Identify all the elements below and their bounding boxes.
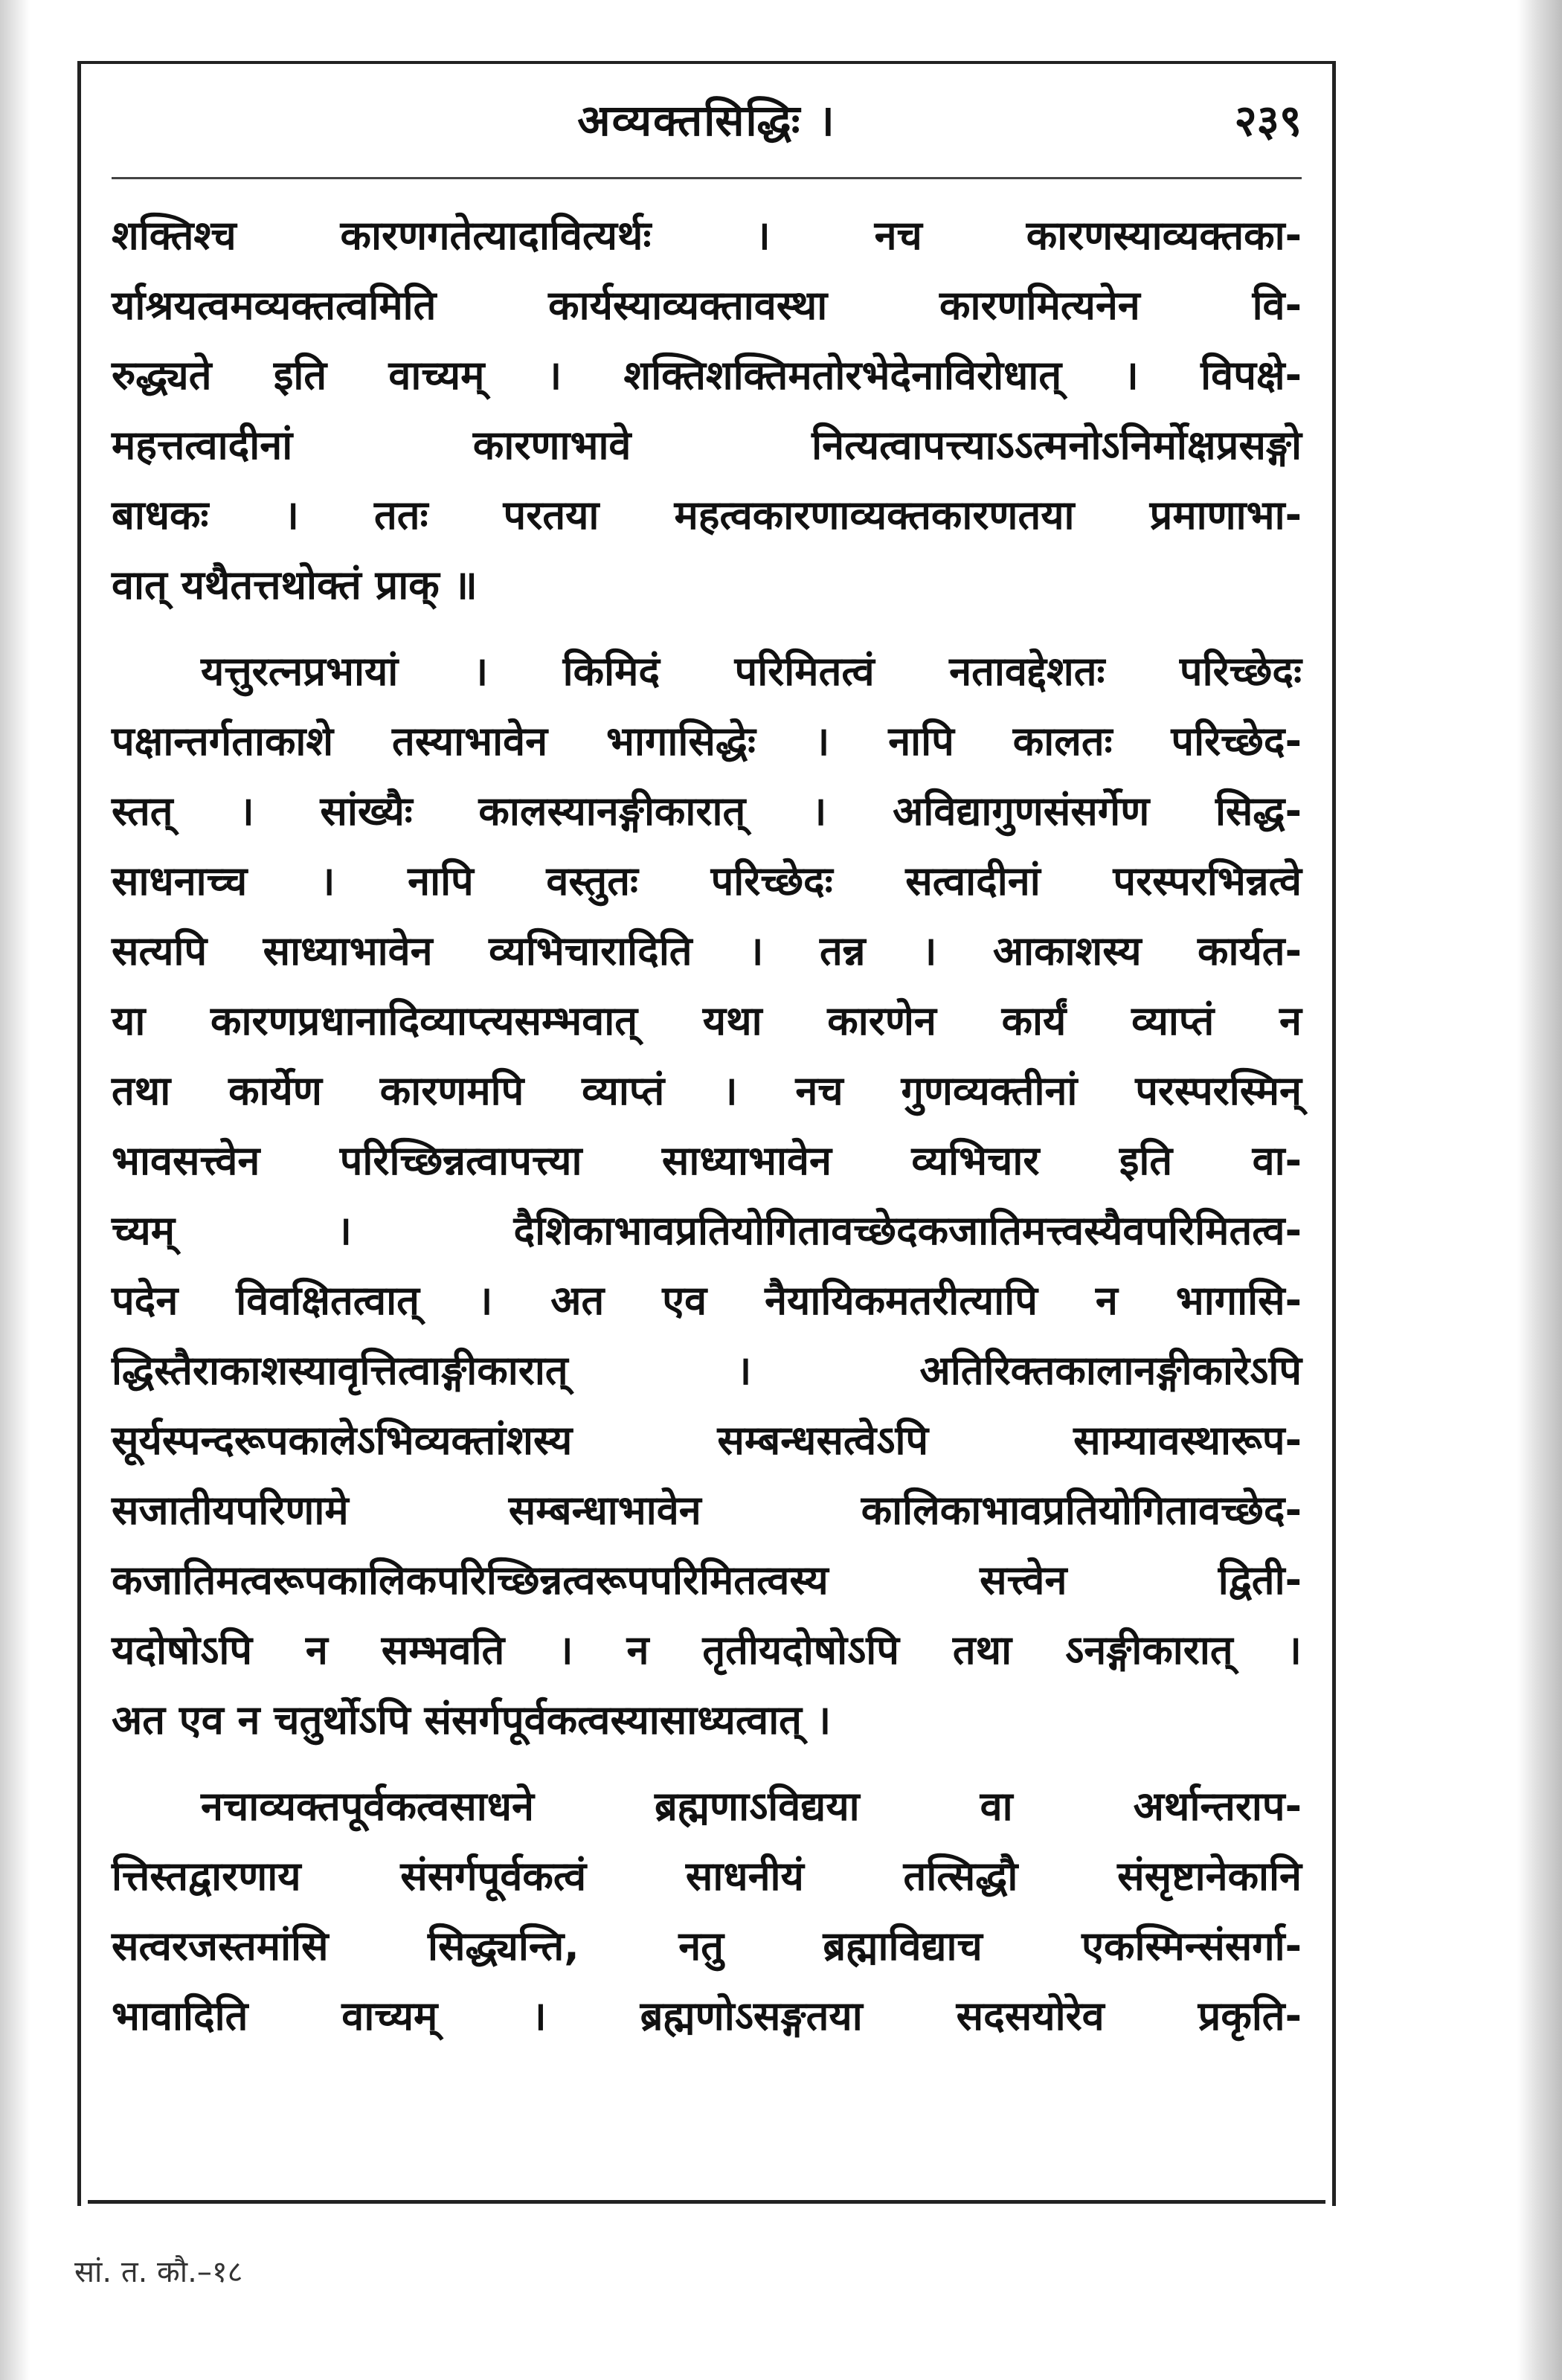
body-text: [112, 201, 1302, 2051]
text-line: शक्तिश्च कारणगतेत्यादावित्यर्थः । नच कारणस्याव्यक्तका-: [112, 212, 1302, 259]
bottom-rule: [88, 2200, 1325, 2204]
text-line: महत्तत्वादीनां कारणाभावे नित्यत्वापत्त्याऽऽत्मनोऽनिर्मोक्षप्रसङ्गो: [112, 422, 1302, 469]
text-line: सत्वरजस्तमांसि सिद्ध्यन्ति, नतु ब्रह्माविद्याच एकस्मिन्संसर्गा-: [112, 1923, 1302, 1969]
text-line: भावसत्त्वेन परिच्छिन्नत्वापत्त्या साध्याभावेन व्यभिचार इति वा-: [112, 1137, 1302, 1184]
text-line: वात् यथैतत्तथोक्तं प्राक् ॥: [112, 562, 478, 608]
text-line: साधनाच्च । नापि वस्तुतः परिच्छेदः सत्वादीनां परस्परभिन्नत्वे: [112, 858, 1302, 904]
running-title: अव्यक्तसिद्धिः ।: [577, 95, 836, 146]
text-line: स्तत् । सांख्यैः कालस्यानङ्गीकारात् । अविद्यागुणसंसर्गेण सिद्ध-: [112, 788, 1302, 834]
text-line: च्यम् । दैशिकाभावप्रतियोगितावच्छेदकजातिमत्त्वस्यैवपरिमितत्व-: [112, 1207, 1302, 1254]
text-line: रुद्ध्यते इति वाच्यम् । शक्तिशक्तिमतोरभेदेनाविरोधात् । विपक्षे-: [112, 352, 1302, 399]
paragraph-3: [112, 1772, 1302, 2051]
text-line: तथा कार्येण कारणमपि व्याप्तं । नच गुणव्यक्तीनां परस्परस्मिन्: [112, 1067, 1302, 1114]
text-line: यत्तुरत्नप्रभायां । किमिदं परिमितत्वं नतावद्देशतः परिच्छेदः: [201, 648, 1302, 695]
page-header: [112, 89, 1302, 171]
text-line: या कारणप्रधानादिव्याप्त्यसम्भवात् यथा कारणेन कार्यं व्याप्तं न: [112, 997, 1302, 1044]
text-line: पक्षान्तर्गताकाशे तस्याभावेन भागासिद्धेः । नापि कालतः परिच्छेद-: [112, 718, 1302, 765]
text-line: यदोषोऽपि न सम्भवति । न तृतीयदोषोऽपि तथा ऽनङ्गीकारात् ।: [112, 1627, 1302, 1673]
text-line: कजातिमत्वरूपकालिकपरिच्छिन्नत्वरूपपरिमितत्वस्य सत्त्वेन द्विती-: [112, 1557, 1302, 1604]
text-line: अत एव न चतुर्थोऽपि संसर्गपूर्वकत्वस्यासाध्यत्वात् ।: [112, 1696, 832, 1743]
text-line: त्तिस्तद्वारणाय संसर्गपूर्वकत्वं साधनीयं तत्सिद्धौ संसृष्टानेकानि: [112, 1853, 1302, 1900]
header-rule: [112, 177, 1302, 179]
text-line: भावादिति वाच्यम् । ब्रह्मणोऽसङ्गतया सदसयोरेव प्रकृति-: [112, 1993, 1302, 2039]
text-line: द्धिस्तैराकाशस्यावृत्तित्वाङ्गीकारात् । अतिरिक्तकालानङ्गीकारेऽपि: [112, 1347, 1302, 1394]
page-left-edge: [0, 0, 30, 2380]
text-line: नचाव्यक्तपूर्वकत्वसाधने ब्रह्मणाऽविद्यया वा अर्थान्तराप-: [201, 1783, 1302, 1830]
page-number: २३९: [1234, 95, 1302, 146]
text-line: पदेन विवक्षितत्वात् । अत एव नैयायिकमतरीत्यापि न भागासि-: [112, 1277, 1302, 1324]
text-line: सत्यपि साध्याभावेन व्यभिचारादिति । तन्न । आकाशस्य कार्यत-: [112, 927, 1302, 974]
book-spine-shadow: [1517, 0, 1562, 2380]
text-line: बाधकः । ततः परतया महत्वकारणाव्यक्तकारणतया प्रमाणाभा-: [112, 492, 1302, 538]
paragraph-1: [112, 201, 1302, 620]
text-line: सजातीयपरिणामे सम्बन्धाभावेन कालिकाभावप्रतियोगितावच्छेद-: [112, 1487, 1302, 1534]
paragraph-2: [112, 637, 1302, 1755]
signature-mark: सां. त. कौ.–१८: [74, 2255, 243, 2289]
text-line: सूर्यस्पन्दरूपकालेऽभिव्यक्तांशस्य सम्बन्धसत्वेऽपि साम्यावस्थारूप-: [112, 1417, 1302, 1464]
text-line: र्याश्रयत्वमव्यक्तत्वमिति कार्यस्याव्यक्तावस्था कारणमित्यनेन वि-: [112, 282, 1302, 329]
